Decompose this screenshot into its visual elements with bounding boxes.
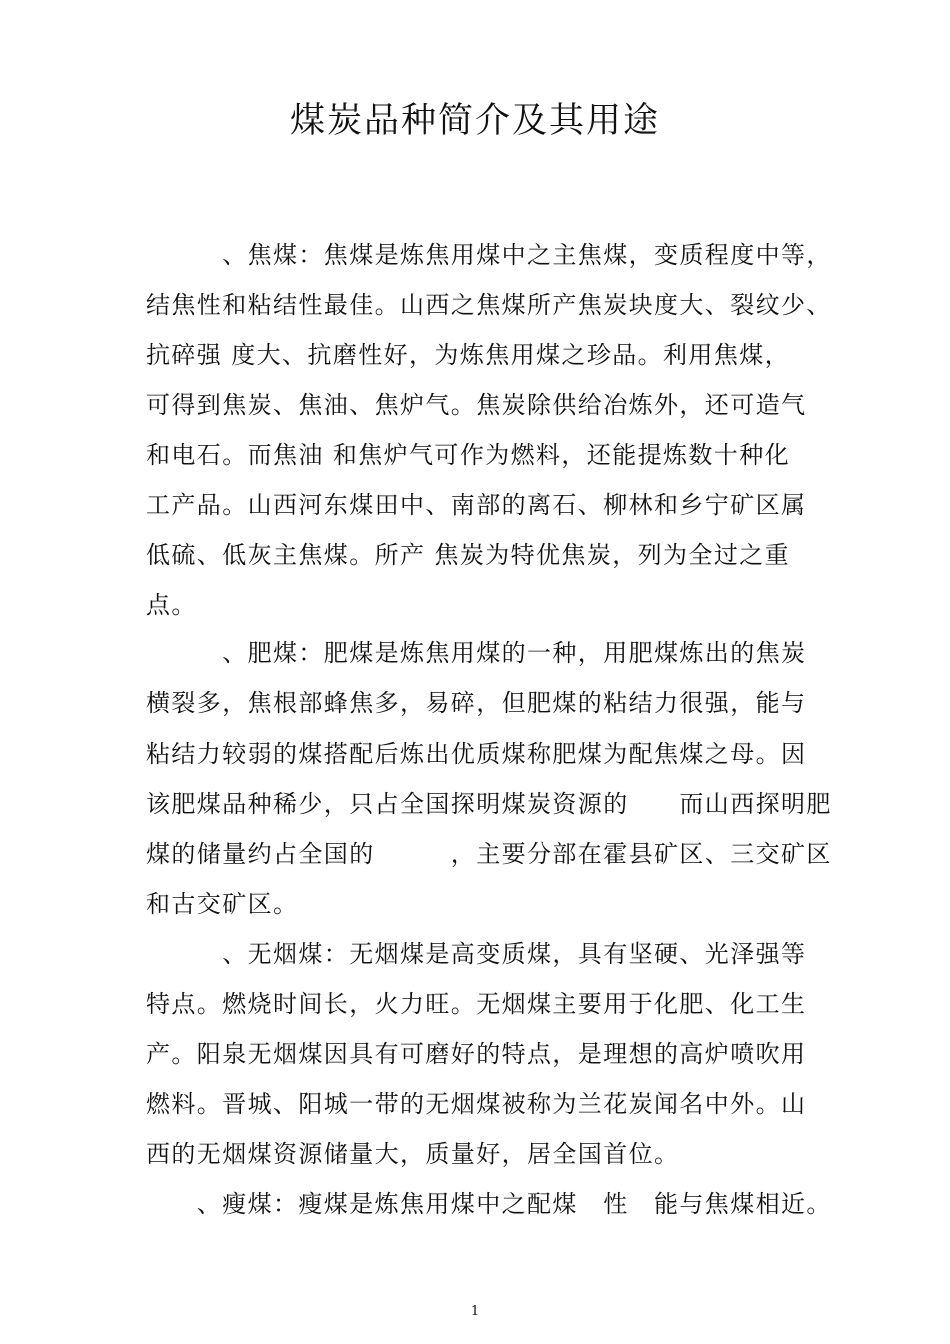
text-line: 该肥煤品种稀少，只占全国探明煤炭资源的 而山西探明肥: [146, 790, 832, 818]
text-line: 低硫、低灰主焦煤。所产 焦炭为特优焦炭，列为全过之重: [146, 541, 791, 569]
text-line: 抗碎强 度大、抗磨性好，为炼焦用煤之珍品。利用焦煤，: [146, 341, 791, 369]
text-line: 、肥煤：肥煤是炼焦用煤的一种，用肥煤炼出的焦炭: [146, 639, 807, 667]
document-title: 煤炭品种简介及其用途: [289, 101, 660, 141]
text-line: 和古交矿区。: [146, 890, 299, 918]
text-line: 可得到焦炭、焦油、焦炉气。焦炭除供给冶炼外，还可造气: [146, 391, 807, 419]
text-line: 西的无烟煤资源储量大，质量好，居全国首位。: [146, 1140, 680, 1168]
text-line: 燃料。晋城、阳城一带的无烟煤被称为兰花炭闻名中外。山: [146, 1090, 807, 1118]
text-line: 、瘦煤：瘦煤是炼焦用煤中之配煤 性 能与焦煤相近。: [146, 1190, 832, 1218]
text-line: 点。: [146, 591, 197, 619]
text-line: 产。阳泉无烟煤因具有可磨好的特点，是理想的高炉喷吹用: [146, 1040, 807, 1068]
text-line: 横裂多，焦根部蜂焦多，易碎，但肥煤的粘结力很强，能与: [146, 689, 807, 717]
text-line: 粘结力较弱的煤搭配后炼出优质煤称肥煤为配焦煤之母。因: [146, 740, 807, 768]
text-line: 、无烟煤：无烟煤是高变质煤，具有坚硬、光泽强等: [146, 940, 807, 968]
text-line: 结焦性和粘结性最佳。山西之焦煤所产焦炭块度大、裂纹少、: [146, 291, 832, 319]
text-line: 和电石。而焦油 和焦炉气可作为燃料，还能提炼数十种化: [146, 441, 791, 469]
text-line: 特点。燃烧时间长，火力旺。无烟煤主要用于化肥、化工生: [146, 990, 807, 1018]
text-line: 工产品。山西河东煤田中、南部的离石、柳林和乡宁矿区属: [146, 491, 807, 519]
page-number: 1: [470, 1304, 480, 1319]
text-line: 煤的储量约占全国的 ，主要分部在霍县矿区、三交矿区: [146, 840, 832, 868]
text-line: 、焦煤：焦煤是炼焦用煤中之主焦煤，变质程度中等，: [146, 241, 832, 269]
